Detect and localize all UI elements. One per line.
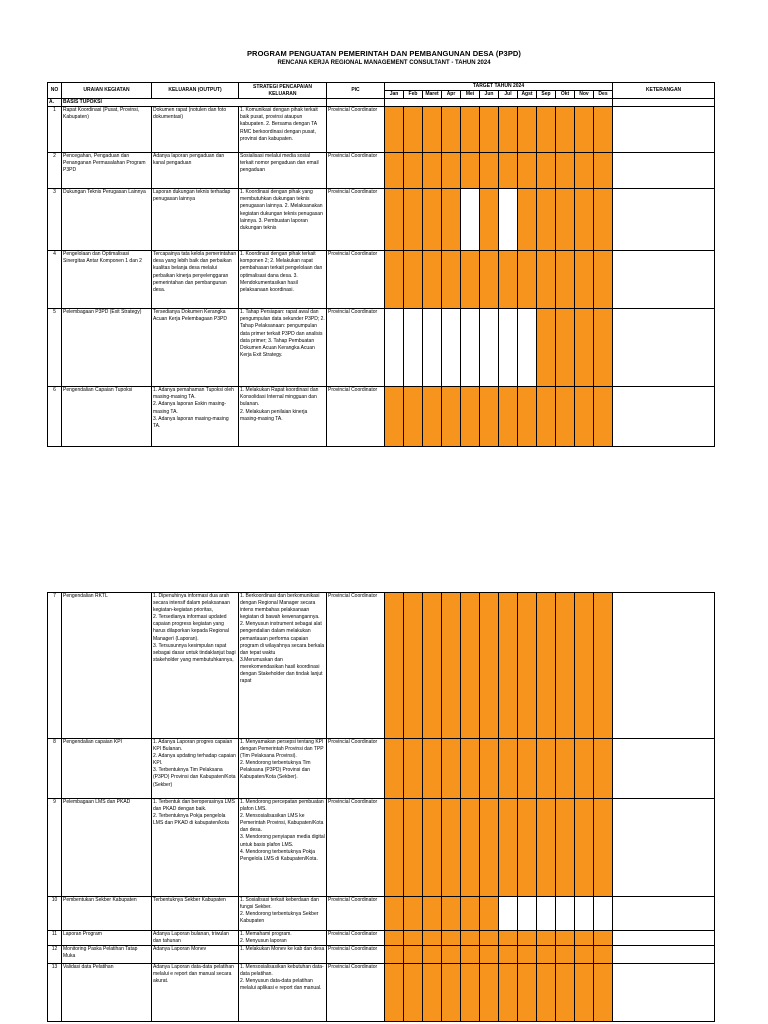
row-keluaran: Adanya Laporan bulanan, triwulan dan tahunan — [152, 931, 239, 946]
month-cell-feb — [404, 964, 423, 1022]
row-keterangan — [613, 897, 715, 931]
month-cell-jun — [480, 964, 499, 1022]
row-uraian: Rapat Koordinasi (Pusat, Provinsi, Kabupaten) — [62, 107, 152, 153]
header-month-mei: Mei — [461, 91, 480, 99]
row-strategi: 1. Melakukan Rapat koordinasi dan Konsolidasi Internal mingguan dan bulanan. 2. Melakukan penilaian kinerja masing-masing TA. — [239, 387, 327, 447]
row-strategi: 1. Tahap Persiapan: rapat awal dan pengumpulan data sekunder P3PD; 2. Tahap Pelaksanaan: pengumpulan data primer terkait P3PD dan analisis data primer; 3. Tahap Pembuatan Dokumen Acuan Kerangka Acuan Kerja Exit Strategy. — [239, 309, 327, 387]
header-month-jun: Jun — [480, 91, 499, 99]
month-cell-nov — [575, 593, 594, 739]
row-keluaran: Dokumen rapat (notulen dan foto dokumentasi) — [152, 107, 239, 153]
month-cell-sep — [537, 107, 556, 153]
month-cell-agst — [518, 593, 537, 739]
month-cell-feb — [404, 897, 423, 931]
month-cell-jul — [499, 964, 518, 1022]
row-strategi: 1. Sosialisasi terkait keberdaan dan fungsi Sekber. 2. Mendorong terbentuknya Sekber Kabupaten — [239, 897, 327, 931]
row-strategi: 1. Koordinasi dengan pihak yang membutuhkan dukungan teknis penugasan lainnya. 2. Melaksanakan kegiatan dukungan teknis penugasan lainnya. 3. Pembuatan laporan dukungan teknis — [239, 189, 327, 251]
month-cell-mei — [461, 107, 480, 153]
month-cell-nov — [575, 251, 594, 309]
row-no: 12 — [48, 946, 62, 964]
header-uraian: URAIAN KEGIATAN — [62, 83, 152, 99]
header-month-des: Des — [594, 91, 613, 99]
row-keterangan — [613, 946, 715, 964]
row-uraian: Pengelolaan dan Optimalisasi Sinergitas Antar Komponen 1 dan 2 — [62, 251, 152, 309]
row-no: 9 — [48, 799, 62, 897]
month-cell-apr — [442, 946, 461, 964]
month-cell-jun — [480, 897, 499, 931]
row-uraian: Pelembagaan P3PD (Exit Strategy) — [62, 309, 152, 387]
month-cell-mei — [461, 593, 480, 739]
row-keterangan — [613, 309, 715, 387]
month-cell-okt — [556, 309, 575, 387]
month-cell-sep — [537, 593, 556, 739]
row-keluaran: Tersedianya Dokumen Kerangka Acuan Kerja Pelembagaan P3PD — [152, 309, 239, 387]
month-cell-okt — [556, 897, 575, 931]
month-cell-jan — [385, 799, 404, 897]
month-cell-jan — [385, 189, 404, 251]
month-cell-mei — [461, 897, 480, 931]
month-cell-jun — [480, 189, 499, 251]
month-cell-jul — [499, 387, 518, 447]
month-cell-feb — [404, 309, 423, 387]
month-cell-mei — [461, 799, 480, 897]
month-cell-mei — [461, 739, 480, 799]
month-cell-des — [594, 897, 613, 931]
month-cell-okt — [556, 189, 575, 251]
header-keluaran: KELUARAN (OUTPUT) — [152, 83, 239, 99]
month-cell-agst — [518, 251, 537, 309]
month-cell-nov — [575, 107, 594, 153]
month-cell-maret — [423, 309, 442, 387]
month-cell-jul — [499, 107, 518, 153]
header-month-okt: Okt — [556, 91, 575, 99]
row-keluaran: Tercapainya tata kelola pemerintahan desa yang lebih baik dan perbaikan kualitas belanja desa melalui perbaikan kinerja penyelenggaran pemerintahan dan pembangunan desa. — [152, 251, 239, 309]
month-cell-mei — [461, 251, 480, 309]
month-cell-apr — [442, 931, 461, 946]
row-keterangan — [613, 964, 715, 1022]
month-cell-maret — [423, 189, 442, 251]
month-cell-apr — [442, 189, 461, 251]
header-month-apr: Apr — [442, 91, 461, 99]
month-cell-apr — [442, 897, 461, 931]
month-cell-des — [594, 739, 613, 799]
month-cell-okt — [556, 107, 575, 153]
row-uraian: Pengendalian capaian KPI — [62, 739, 152, 799]
month-cell-apr — [442, 739, 461, 799]
header-month-sep: Sep — [537, 91, 556, 99]
month-cell-feb — [404, 739, 423, 799]
month-cell-jul — [499, 189, 518, 251]
row-keterangan — [613, 799, 715, 897]
month-cell-jul — [499, 251, 518, 309]
month-cell-feb — [404, 593, 423, 739]
header-keterangan: KETERANGAN — [613, 83, 715, 99]
row-keluaran: 1. Adanya pemahaman Tupoksi oleh masing-masing TA. 2. Adanya laporan Eskin masing-masing TA. 3. Adanya laporan masing-masing TA. — [152, 387, 239, 447]
row-no: 13 — [48, 964, 62, 1022]
row-strategi: 1. Berkoordinasi dan berkomunikasi dengan Regional Manager secara intens membahas pelaksanaan kegiatan di bawah kewenangannya. 2. Menyusun instrument sebagai alat pengendalian dalam melakukan pemantauan performa capaian program di wilayahnya secara berkala dan tepat waktu 3.Merumuskan dan merekomendasikan hasil koordinasi dengan Stakeholder dan tindak lanjut rapat — [239, 593, 327, 739]
month-cell-maret — [423, 739, 442, 799]
month-cell-jul — [499, 931, 518, 946]
table-row — [48, 387, 715, 447]
month-cell-okt — [556, 153, 575, 189]
month-cell-jul — [499, 799, 518, 897]
header-month-jul: Jul — [499, 91, 518, 99]
month-cell-okt — [556, 964, 575, 1022]
header-month-maret: Maret — [423, 91, 442, 99]
month-cell-des — [594, 799, 613, 897]
row-pic: Provincial Coordinator — [327, 107, 385, 153]
month-cell-des — [594, 107, 613, 153]
month-cell-sep — [537, 153, 556, 189]
month-cell-sep — [537, 897, 556, 931]
month-cell-mei — [461, 387, 480, 447]
month-cell-jan — [385, 897, 404, 931]
month-cell-agst — [518, 153, 537, 189]
row-keterangan — [613, 189, 715, 251]
row-keluaran: Terbentuknya Sekber Kabupaten — [152, 897, 239, 931]
row-keterangan — [613, 387, 715, 447]
month-cell-nov — [575, 946, 594, 964]
month-cell-jun — [480, 251, 499, 309]
month-cell-nov — [575, 739, 594, 799]
month-cell-apr — [442, 309, 461, 387]
month-cell-maret — [423, 946, 442, 964]
header-no: NO — [48, 83, 62, 99]
row-keterangan — [613, 593, 715, 739]
row-strategi: 1. Memahami program. 2. Menyusun laporan — [239, 931, 327, 946]
row-uraian: Monitoring Paska Pelatihan Tatap Muka — [62, 946, 152, 964]
month-cell-jul — [499, 946, 518, 964]
month-cell-jul — [499, 593, 518, 739]
table-row — [48, 897, 715, 931]
month-cell-jan — [385, 739, 404, 799]
row-pic: Provincial Coordinator — [327, 593, 385, 739]
month-cell-jun — [480, 309, 499, 387]
month-cell-jul — [499, 897, 518, 931]
month-cell-sep — [537, 309, 556, 387]
row-strategi: 1. Mendorong percepatan pembuatan plafon LMS. 2. Mensosialisasikan LMS ke Pemerintah Provinsi, Kabupaten/Kota dan desa. 3. Mendorong penyiapan media digital untuk basis plafon LMS. 4. Mendorong terbentuknya Pokja Pengelola LMS di Kabupaten/Kota. — [239, 799, 327, 897]
month-cell-nov — [575, 931, 594, 946]
month-cell-jan — [385, 107, 404, 153]
row-keluaran: Adanya Laporan Monev — [152, 946, 239, 964]
header-month-jan: Jan — [385, 91, 404, 99]
month-cell-des — [594, 189, 613, 251]
month-cell-apr — [442, 593, 461, 739]
table-row — [48, 964, 715, 1022]
month-cell-feb — [404, 107, 423, 153]
month-cell-agst — [518, 799, 537, 897]
row-pic: Provincial Coordinator — [327, 799, 385, 897]
header-target: TARGET TAHUN 2024 — [385, 83, 613, 91]
month-cell-sep — [537, 964, 556, 1022]
month-cell-apr — [442, 251, 461, 309]
row-uraian: Pengendalian Capaian Tupoksi — [62, 387, 152, 447]
month-cell-maret — [423, 931, 442, 946]
month-cell-nov — [575, 387, 594, 447]
row-pic: Provincial Coordinator — [327, 964, 385, 1022]
month-cell-jan — [385, 964, 404, 1022]
row-pic: Provincial Coordinator — [327, 153, 385, 189]
month-cell-nov — [575, 309, 594, 387]
month-cell-sep — [537, 946, 556, 964]
row-pic: Provincial Coordinator — [327, 897, 385, 931]
month-cell-maret — [423, 107, 442, 153]
month-cell-agst — [518, 189, 537, 251]
table-row — [48, 309, 715, 387]
month-cell-jan — [385, 251, 404, 309]
month-cell-sep — [537, 189, 556, 251]
month-cell-agst — [518, 107, 537, 153]
month-cell-jun — [480, 739, 499, 799]
table-row — [48, 251, 715, 309]
header-strategi: STRATEGI PENCAPAIAN KELUARAN — [239, 83, 327, 99]
row-no: 4 — [48, 251, 62, 309]
month-cell-agst — [518, 931, 537, 946]
month-cell-jan — [385, 946, 404, 964]
month-cell-jul — [499, 739, 518, 799]
month-cell-maret — [423, 897, 442, 931]
month-cell-mei — [461, 964, 480, 1022]
month-cell-mei — [461, 309, 480, 387]
month-cell-nov — [575, 964, 594, 1022]
month-cell-maret — [423, 251, 442, 309]
table-row — [48, 799, 715, 897]
header-pic: PIC — [327, 83, 385, 99]
work-plan-table-page-1 — [47, 82, 715, 447]
month-cell-agst — [518, 309, 537, 387]
month-cell-okt — [556, 931, 575, 946]
row-no: 11 — [48, 931, 62, 946]
month-cell-jun — [480, 931, 499, 946]
month-cell-jan — [385, 153, 404, 189]
table-row — [48, 931, 715, 946]
row-keluaran: 1. Dipenuhinya informasi dua arah secara intensif dalam pelaksanaan kegiatan-kegiatan prioritas, 2. Tersedianya informasi updated capaian progress kegiatan yang harus dilaporkan kepada Regional Manager\ (Laporan). 3. Tersusunnya kesimpulan rapat sebagai dasar untuk tindaklanjut bagi stakeholder yang membutuhkannya, — [152, 593, 239, 739]
month-cell-jan — [385, 593, 404, 739]
month-cell-agst — [518, 739, 537, 799]
month-cell-maret — [423, 593, 442, 739]
month-cell-feb — [404, 931, 423, 946]
table-row — [48, 593, 715, 739]
section-label: A. — [48, 99, 62, 107]
row-keterangan — [613, 739, 715, 799]
month-cell-okt — [556, 946, 575, 964]
month-cell-des — [594, 946, 613, 964]
month-cell-jan — [385, 309, 404, 387]
month-cell-maret — [423, 153, 442, 189]
month-cell-jun — [480, 946, 499, 964]
month-cell-agst — [518, 897, 537, 931]
row-uraian: Pembentukan Sekber Kabupaten — [62, 897, 152, 931]
month-cell-jun — [480, 387, 499, 447]
month-cell-des — [594, 593, 613, 739]
row-keterangan — [613, 107, 715, 153]
row-strategi: 1. Menyamakan persepsi tentang KPI dengan Pemerintah Provinsi dan TPP (Tim Pelaksana Provinsi). 2. Mendorong terbentuknya Tim Pelaksana (P3PD) Provinsi dan Kabupaten/Kota (Sekber). — [239, 739, 327, 799]
table-row — [48, 107, 715, 153]
row-keterangan — [613, 153, 715, 189]
month-cell-feb — [404, 189, 423, 251]
month-cell-feb — [404, 799, 423, 897]
row-no: 5 — [48, 309, 62, 387]
month-cell-nov — [575, 897, 594, 931]
month-cell-sep — [537, 251, 556, 309]
month-cell-apr — [442, 387, 461, 447]
document-subtitle: RENCANA KERJA REGIONAL MANAGEMENT CONSULTANT - TAHUN 2024 — [277, 60, 491, 66]
month-cell-jul — [499, 153, 518, 189]
month-cell-maret — [423, 964, 442, 1022]
row-uraian: Pengendalian RKTL — [62, 593, 152, 739]
header-month-agst: Agst — [518, 91, 537, 99]
month-cell-jul — [499, 309, 518, 387]
row-no: 7 — [48, 593, 62, 739]
header-month-feb: Feb — [404, 91, 423, 99]
section-title: BASIS TUPOKSI — [62, 99, 327, 107]
row-uraian: Dukungan Teknis Perugasan Lainnya — [62, 189, 152, 251]
row-pic: Provincial Coordinator — [327, 251, 385, 309]
row-pic: Provincial Coordinator — [327, 931, 385, 946]
row-pic: Provincial Coordinator — [327, 309, 385, 387]
work-plan-table-page-2 — [47, 592, 715, 1022]
month-cell-jun — [480, 107, 499, 153]
row-keluaran: Adanya laporan pengaduan dan kanal pengaduan — [152, 153, 239, 189]
month-cell-apr — [442, 964, 461, 1022]
row-no: 1 — [48, 107, 62, 153]
month-cell-des — [594, 153, 613, 189]
row-keluaran: 1. Adanya Laporan progres capaian KPI Bulanan. 2. Adanya updating terhadap capaian KPI. 3. Terbentuknya Tim Pelaksana (P3PD) Provinsi dan Kabupaten/Kota (Sekber) — [152, 739, 239, 799]
month-cell-agst — [518, 964, 537, 1022]
row-keterangan — [613, 931, 715, 946]
month-cell-des — [594, 964, 613, 1022]
row-strategi: 1. Komunikasi dengan pihak terkait baik pusat, provinsi ataupun kabupaten. 2. Bersama dengan TA RMC berkoordinasi dengan pusat, provinsi dan kabupaten. — [239, 107, 327, 153]
row-pic: Provincial Coordinator — [327, 946, 385, 964]
row-uraian: Laporan Program — [62, 931, 152, 946]
row-no: 3 — [48, 189, 62, 251]
month-cell-okt — [556, 593, 575, 739]
month-cell-sep — [537, 387, 556, 447]
row-pic: Provincial Coordinator — [327, 189, 385, 251]
month-cell-okt — [556, 799, 575, 897]
table-row — [48, 189, 715, 251]
month-cell-sep — [537, 739, 556, 799]
month-cell-agst — [518, 946, 537, 964]
row-no: 6 — [48, 387, 62, 447]
row-strategi: 1. Melakukan Monev ke kab dan desa — [239, 946, 327, 964]
month-cell-mei — [461, 153, 480, 189]
month-cell-jun — [480, 799, 499, 897]
document-title: PROGRAM PENGUATAN PEMERINTAH DAN PEMBANGUNAN DESA (P3PD) — [246, 49, 522, 58]
row-uraian: Validasi data Pelatihan — [62, 964, 152, 1022]
row-strategi: 1. Mensosialisasikan kebutuhan data-data pelatihan. 2. Menyusun data-data pelatihan melalui aplikasi e report dan manual. — [239, 964, 327, 1022]
row-keluaran: Adanya Laporan data-data pelatihan melalui e report dan manual secara akurat. — [152, 964, 239, 1022]
month-cell-maret — [423, 799, 442, 897]
month-cell-agst — [518, 387, 537, 447]
month-cell-sep — [537, 799, 556, 897]
table-row — [48, 946, 715, 964]
month-cell-nov — [575, 189, 594, 251]
month-cell-jan — [385, 387, 404, 447]
table-row — [48, 739, 715, 799]
month-cell-apr — [442, 153, 461, 189]
month-cell-jan — [385, 931, 404, 946]
row-pic: Provincial Coordinator — [327, 739, 385, 799]
row-no: 10 — [48, 897, 62, 931]
row-keluaran: Laporan dukungan teknis terhadap penugasan lainnya — [152, 189, 239, 251]
month-cell-des — [594, 931, 613, 946]
row-no: 8 — [48, 739, 62, 799]
row-uraian: Pencegahan, Pengaduan dan Penanganan Permasalahan Program P3PD — [62, 153, 152, 189]
month-cell-feb — [404, 251, 423, 309]
month-cell-maret — [423, 387, 442, 447]
month-cell-nov — [575, 153, 594, 189]
month-cell-okt — [556, 251, 575, 309]
month-cell-des — [594, 387, 613, 447]
month-cell-apr — [442, 799, 461, 897]
month-cell-feb — [404, 153, 423, 189]
row-keterangan — [613, 251, 715, 309]
row-no: 2 — [48, 153, 62, 189]
table-row — [48, 153, 715, 189]
row-pic: Provincial Coordinator — [327, 387, 385, 447]
row-uraian: Pelembagaan LMS dan PKAD — [62, 799, 152, 897]
month-cell-feb — [404, 946, 423, 964]
month-cell-feb — [404, 387, 423, 447]
month-cell-okt — [556, 739, 575, 799]
month-cell-jun — [480, 593, 499, 739]
month-cell-des — [594, 309, 613, 387]
month-cell-mei — [461, 946, 480, 964]
row-strategi: Sosialisasi melalui media sosial terkait nomor pengaduan dan email pengaduan — [239, 153, 327, 189]
row-keluaran: 1. Terbentuk dan beroperasinya LMS dan PKAD dengan baik. 2. Terbentuknya Pokja pengelola LMS dan PKAD di kabupaten/kota — [152, 799, 239, 897]
month-cell-nov — [575, 799, 594, 897]
month-cell-mei — [461, 931, 480, 946]
row-strategi: 1. Koordinasi dengan pihak terkait komponen 2; 2. Melakukan rapat pembahasan terkait pengelolaan dan optimalisasi dana desa. 3. Mendokumentasikan hasil pelaksanaan koordinasi. — [239, 251, 327, 309]
month-cell-mei — [461, 189, 480, 251]
month-cell-okt — [556, 387, 575, 447]
month-cell-sep — [537, 931, 556, 946]
month-cell-apr — [442, 107, 461, 153]
header-month-nov: Nov — [575, 91, 594, 99]
month-cell-jun — [480, 153, 499, 189]
month-cell-des — [594, 251, 613, 309]
